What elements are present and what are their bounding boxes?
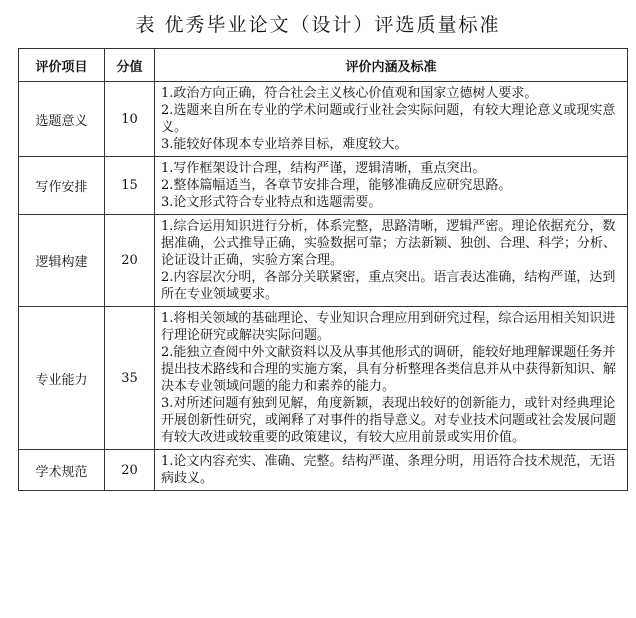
- criteria-line: 3.能较好体现本专业培养目标，难度较大。: [161, 137, 408, 152]
- row-criteria: [155, 307, 628, 450]
- row-item: 选题意义: [19, 82, 105, 157]
- document-title: 表 优秀毕业论文（设计）评选质量标准: [135, 14, 501, 36]
- criteria-line: 1.将相关领域的基础理论、专业知识合理应用到研究过程，综合运用相关知识进行理论研究或解决实际问题。: [161, 311, 616, 343]
- table-row: [19, 82, 628, 157]
- row-score: 20: [105, 215, 155, 307]
- row-item: 专业能力: [19, 307, 105, 450]
- criteria-line: 2.整体篇幅适当，各章节安排合理，能够准确反应研究思路。: [161, 178, 512, 193]
- table-header-row: [19, 49, 628, 82]
- row-score: 20: [105, 450, 155, 491]
- criteria-line: 1.综合运用知识进行分析，体系完整，思路清晰，逻辑严密。理论依据充分，数据准确，公式推导正确，实验数据可靠；方法新颖、独创、合理、科学；分析、论证设计正确，实验方案合理。: [161, 219, 617, 268]
- criteria-line: 3.论文形式符合专业特点和选题需要。: [161, 195, 382, 210]
- table-row: [19, 215, 628, 307]
- table-row: [19, 307, 628, 450]
- criteria-line: 1.论文内容充实、准确、完整。结构严谨、条理分明，用语符合技术规范，无语病歧义。: [161, 454, 616, 486]
- header-criteria: 评价内涵及标准: [155, 49, 628, 82]
- row-criteria: [155, 215, 628, 307]
- row-criteria: [155, 450, 628, 491]
- row-criteria: [155, 82, 628, 157]
- row-item: 逻辑构建: [19, 215, 105, 307]
- header-item: 评价项目: [19, 49, 105, 82]
- row-score: 15: [105, 157, 155, 215]
- table-row: [19, 157, 628, 215]
- evaluation-table: [18, 48, 628, 491]
- table-row: [19, 450, 628, 491]
- criteria-line: 1.政治方向正确，符合社会主义核心价值观和国家立德树人要求。: [161, 86, 538, 101]
- criteria-line: 2.选题来自所在专业的学术问题或行业社会实际问题，有较大理论意义或现实意义。: [161, 103, 616, 135]
- criteria-line: 2.能独立查阅中外文献资料以及从事其他形式的调研，能较好地理解课题任务并提出技术路线和合理的实施方案，具有分析整理各类信息并从中获得新知识、解决本专业领域问题的能力和素养的能力。: [161, 345, 617, 394]
- row-item: 学术规范: [19, 450, 105, 491]
- row-criteria: [155, 157, 628, 215]
- criteria-line: 1.写作框架设计合理，结构严谨，逻辑清晰，重点突出。: [161, 161, 486, 176]
- row-score: 10: [105, 82, 155, 157]
- header-score: 分值: [105, 49, 155, 82]
- criteria-line: 3.对所述问题有独到见解，角度新颖，表现出较好的创新能力，或针对经典理论开展创新性研究，或阐释了对事件的指导意义。对专业技术问题或社会发展问题有较大改进或较重要的政策建议，有较大应用前景或实用价值。: [161, 396, 617, 445]
- criteria-line: 2.内容层次分明，各部分关联紧密，重点突出。语言表达准确，结构严谨，达到所在专业领域要求。: [161, 270, 616, 302]
- row-score: 35: [105, 307, 155, 450]
- row-item: 写作安排: [19, 157, 105, 215]
